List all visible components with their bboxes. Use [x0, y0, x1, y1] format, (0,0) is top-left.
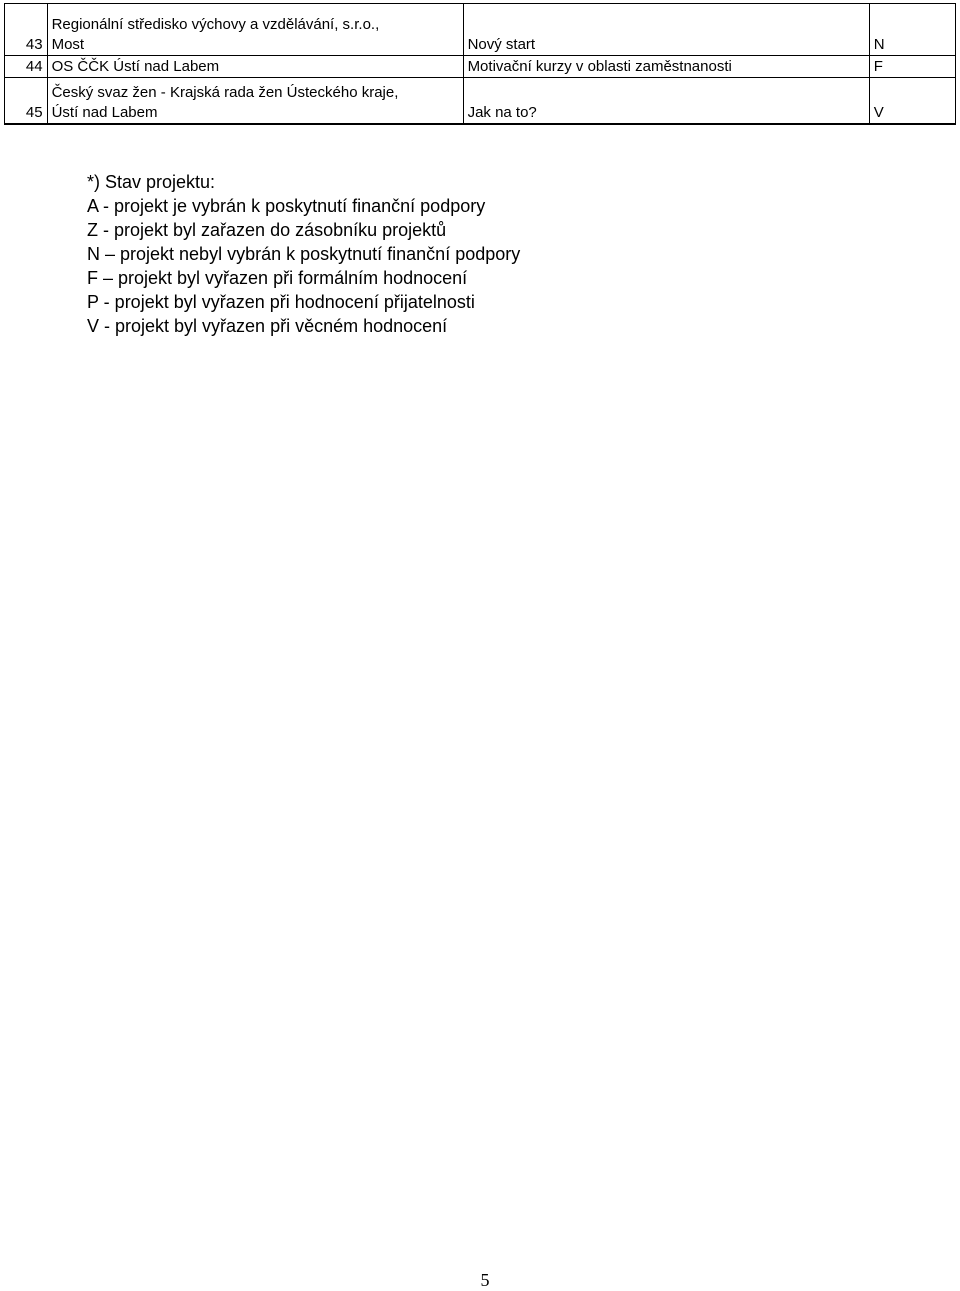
row-number: 43: [5, 4, 48, 56]
organization-name: Regionální středisko výchovy a vzdělávání, s.r.o., Most: [51, 16, 380, 53]
page-number: 5: [480, 1270, 490, 1290]
table-row: [5, 4, 956, 56]
organization-cell: [47, 56, 463, 78]
legend-item: F – projekt byl vyřazen při formálním hodnocení: [87, 268, 468, 288]
project-name: Motivační kurzy v oblasti zaměstnanosti: [463, 56, 869, 78]
legend-item: A - projekt je vybrán k poskytnutí finanční podpory: [87, 196, 486, 216]
table-row: [5, 78, 956, 124]
project-name: Nový start: [463, 4, 869, 56]
status-legend: [87, 170, 520, 338]
table-row: [5, 56, 956, 78]
legend-item: Z - projekt byl zařazen do zásobníku projektů: [87, 220, 447, 240]
row-number: 44: [5, 56, 48, 78]
project-name: Jak na to?: [463, 78, 869, 124]
legend-title: *) Stav projektu:: [87, 172, 216, 192]
legend-item: P - projekt byl vyřazen při hodnocení přijatelnosti: [87, 292, 475, 312]
status-code: V: [869, 78, 955, 124]
organization-name: OS ČČK Ústí nad Labem: [51, 58, 220, 75]
status-code: F: [869, 56, 955, 78]
legend-item: N – projekt nebyl vybrán k poskytnutí finanční podpory: [87, 244, 521, 264]
row-number: 45: [5, 78, 48, 124]
status-code: N: [869, 4, 955, 56]
organization-name: Český svaz žen - Krajská rada žen Ústeckého kraje, Ústí nad Labem: [51, 83, 399, 121]
legend-item: V - projekt byl vyřazen při věcném hodnocení: [87, 316, 448, 336]
organization-cell: [47, 78, 463, 124]
projects-table: [4, 3, 956, 125]
organization-cell: [47, 4, 463, 56]
